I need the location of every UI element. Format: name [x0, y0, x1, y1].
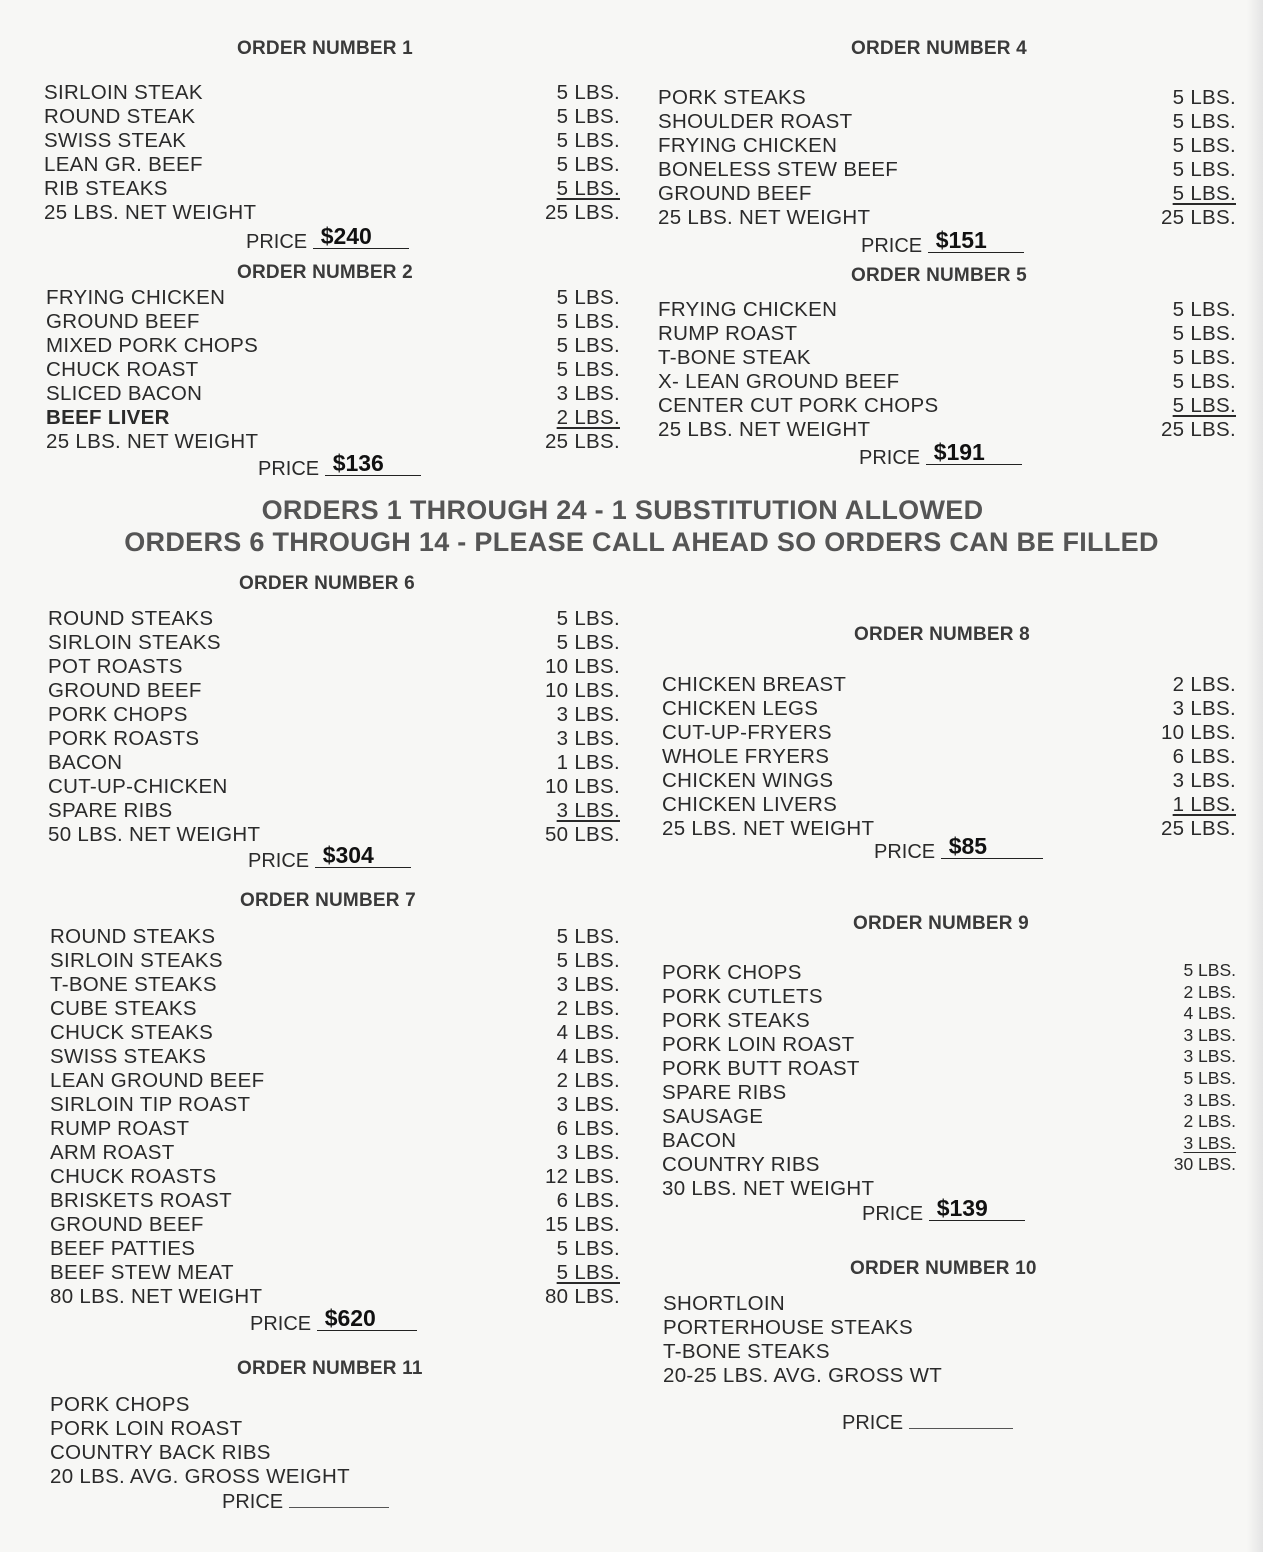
price-value: $240 [313, 224, 409, 249]
item-name: FRYING CHICKEN [46, 286, 226, 309]
item-qty: 3 LBS. [556, 1093, 620, 1116]
item-qty: 5 LBS. [1172, 158, 1236, 181]
item-name: ROUND STEAKS [50, 925, 216, 948]
item-qty: 5 LBS. [1172, 182, 1236, 205]
item-name: CHUCK ROAST [46, 358, 199, 381]
item-qty: 5 LBS. [1172, 394, 1236, 417]
item-qty: 2 LBS. [556, 1069, 620, 1092]
item-name: BONELESS STEW BEEF [658, 158, 899, 181]
order-9-title: ORDER NUMBER 9 [853, 913, 1029, 934]
order-5-price [859, 439, 1022, 470]
order-2-item [46, 358, 620, 382]
item-qty: 4 LBS. [556, 1021, 620, 1044]
order-10-items [663, 1292, 1236, 1388]
item-name: PORK ROASTS [48, 727, 200, 750]
price-label: PRICE [861, 235, 923, 257]
order-2-item [46, 334, 620, 358]
order-8-title: ORDER NUMBER 8 [854, 624, 1030, 645]
net-weight-qty: 25 LBS. [1160, 817, 1236, 840]
item-qty: 5 LBS. [556, 631, 620, 654]
order-10-item [663, 1364, 1236, 1388]
order-4-item [658, 182, 1236, 206]
item-qty: 10 LBS. [1160, 721, 1236, 744]
price-label: PRICE [862, 1203, 924, 1225]
left-column [44, 0, 620, 1552]
item-name: CHICKEN BREAST [662, 673, 847, 696]
item-qty: 5 LBS. [556, 105, 620, 128]
item-name: SIRLOIN STEAKS [48, 631, 221, 654]
order-11-title: ORDER NUMBER 11 [237, 1358, 423, 1379]
item-name: SHORTLOIN [663, 1292, 785, 1315]
order-4-item [658, 110, 1236, 134]
net-weight-qty: 25 LBS. [1160, 418, 1236, 441]
order-4-title: ORDER NUMBER 4 [851, 38, 1027, 59]
item-name: PORK BUTT ROAST [662, 1057, 860, 1080]
order-7-item [50, 973, 620, 997]
order-5-item [658, 394, 1236, 418]
order-1-item [44, 153, 620, 177]
price-value: $191 [926, 440, 1022, 465]
price-blank [909, 1410, 1013, 1429]
order-2-item [46, 286, 620, 310]
item-qty: 4 LBS. [556, 1045, 620, 1068]
item-name: SIRLOIN STEAK [44, 81, 203, 104]
page-edge-shadow [1247, 0, 1263, 1552]
order-2-items [46, 286, 620, 454]
item-name: BACON [48, 751, 123, 774]
item-name: 20 LBS. AVG. GROSS WEIGHT [50, 1465, 350, 1488]
order-4-price [861, 227, 1024, 258]
item-name: GROUND BEEF [48, 679, 202, 702]
price-value: $139 [929, 1196, 1025, 1221]
item-qty: 12 LBS. [544, 1165, 620, 1188]
item-qty: 5 LBS. [556, 925, 620, 948]
order-1-item [44, 129, 620, 153]
item-name: SHOULDER ROAST [658, 110, 853, 133]
item-name: ROUND STEAK [44, 105, 196, 128]
item-name: T-BONE STEAKS [663, 1340, 830, 1363]
order-6-item [48, 607, 620, 631]
item-name: T-BONE STEAK [658, 346, 811, 369]
item-qty: 5 LBS. [1183, 1067, 1236, 1088]
item-qty: 5 LBS. [556, 358, 620, 381]
item-qty: 3 LBS. [1183, 1089, 1236, 1110]
order-7-item [50, 1045, 620, 1069]
net-weight-label: 30 LBS. NET WEIGHT [662, 1177, 875, 1200]
item-name: FRYING CHICKEN [658, 298, 838, 321]
item-name: RUMP ROAST [658, 322, 798, 345]
net-weight-label: 50 LBS. NET WEIGHT [48, 823, 261, 846]
order-10-price [842, 1410, 1013, 1435]
item-name: BEEF PATTIES [50, 1237, 196, 1260]
item-name: PORK LOIN ROAST [50, 1417, 243, 1440]
order-7-item [50, 1093, 620, 1117]
net-weight-qty: 25 LBS. [544, 430, 620, 453]
item-qty: 6 LBS. [556, 1117, 620, 1140]
net-weight-label: 25 LBS. NET WEIGHT [662, 817, 875, 840]
item-qty: 5 LBS. [1172, 298, 1236, 321]
order-6-item [48, 679, 620, 703]
item-name: PORK CHOPS [48, 703, 188, 726]
price-label: PRICE [258, 458, 320, 480]
item-name: PORK LOIN ROAST [662, 1033, 855, 1056]
order-1-net-weight [44, 201, 620, 225]
net-weight-qty: 80 LBS. [544, 1285, 620, 1308]
item-qty: 5 LBS. [1172, 346, 1236, 369]
item-name: BEEF LIVER [46, 406, 170, 429]
order-9-price [862, 1195, 1025, 1226]
item-qty: 3 LBS. [556, 382, 620, 405]
item-name: SIRLOIN STEAKS [50, 949, 223, 972]
price-label: PRICE [248, 850, 310, 872]
item-name: SWISS STEAKS [50, 1045, 207, 1068]
item-qty: 3 LBS. [1172, 697, 1236, 720]
order-1-title: ORDER NUMBER 1 [237, 38, 413, 59]
item-qty: 3 LBS. [556, 799, 620, 822]
net-weight-qty: 25 LBS. [1160, 206, 1236, 229]
item-name: ARM ROAST [50, 1141, 175, 1164]
order-10-item [663, 1316, 1236, 1340]
item-qty: 3 LBS. [1183, 1132, 1236, 1153]
order-5-title: ORDER NUMBER 5 [851, 265, 1027, 286]
order-7-item [50, 925, 620, 949]
order-4-items [658, 86, 1236, 230]
item-qty: 5 LBS. [1183, 960, 1236, 980]
item-qty: 5 LBS. [556, 1261, 620, 1284]
item-name: BRISKETS ROAST [50, 1189, 232, 1212]
item-qty: 10 LBS. [544, 775, 620, 798]
order-5-item [658, 370, 1236, 394]
order-11-item [50, 1393, 620, 1417]
order-7-item [50, 1141, 620, 1165]
item-name: T-BONE STEAKS [50, 973, 217, 996]
order-6-item [48, 727, 620, 751]
net-weight-label: 25 LBS. NET WEIGHT [44, 201, 257, 224]
order-5-item [658, 346, 1236, 370]
order-8-item [662, 673, 1236, 697]
order-10-item [663, 1340, 1236, 1364]
order-11-item [50, 1417, 620, 1441]
item-name: LEAN GR. BEEF [44, 153, 203, 176]
item-qty: 3 LBS. [556, 1141, 620, 1164]
price-value: $85 [941, 834, 1043, 859]
price-value: $136 [325, 451, 421, 476]
order-11-item [50, 1465, 620, 1489]
net-weight-qty: 25 LBS. [544, 201, 620, 224]
item-name: CUBE STEAKS [50, 997, 197, 1020]
order-2-item [46, 382, 620, 406]
item-name: PORTERHOUSE STEAKS [663, 1316, 913, 1339]
item-qty: 5 LBS. [1172, 370, 1236, 393]
net-weight-label: 25 LBS. NET WEIGHT [46, 430, 259, 453]
order-1-price [246, 223, 409, 254]
item-qty: 5 LBS. [556, 81, 620, 104]
item-name: COUNTRY RIBS [662, 1153, 820, 1176]
item-qty: 2 LBS. [1183, 1111, 1236, 1132]
price-value: $304 [315, 843, 411, 868]
order-1-item [44, 81, 620, 105]
item-qty: 5 LBS. [556, 153, 620, 176]
item-name: SIRLOIN TIP ROAST [50, 1093, 251, 1116]
order-6-items [48, 607, 620, 847]
order-7-item [50, 1117, 620, 1141]
item-qty: 3 LBS. [1183, 1024, 1236, 1045]
item-name: CHUCK ROASTS [50, 1165, 217, 1188]
order-6-item [48, 703, 620, 727]
item-qty: 2 LBS. [1183, 981, 1236, 1002]
order-1-item [44, 177, 620, 201]
item-name: SPARE RIBS [48, 799, 173, 822]
item-qty: 5 LBS. [556, 607, 620, 630]
item-name: SPARE RIBS [662, 1081, 787, 1104]
order-2-price [258, 450, 421, 481]
item-name: PORK STEAKS [662, 1009, 810, 1032]
order-6-price [248, 842, 411, 873]
item-name: SWISS STEAK [44, 129, 187, 152]
item-name: BACON [662, 1129, 737, 1152]
item-name: SAUSAGE [662, 1105, 764, 1128]
item-name: CHUCK STEAKS [50, 1021, 214, 1044]
order-7-title: ORDER NUMBER 7 [240, 890, 416, 911]
item-qty: 1 LBS. [556, 751, 620, 774]
item-name: CHICKEN LIVERS [662, 793, 838, 816]
order-8-price [874, 833, 1043, 864]
order-5-item [658, 322, 1236, 346]
price-blank [289, 1489, 389, 1508]
order-2-title: ORDER NUMBER 2 [237, 262, 413, 283]
order-6-item [48, 751, 620, 775]
order-7-items [50, 925, 620, 1309]
item-qty: 3 LBS. [1172, 769, 1236, 792]
call-ahead-banner: ORDERS 6 THROUGH 14 - PLEASE CALL AHEAD SO ORDERS CAN BE FILLED [124, 527, 1159, 557]
order-5-item [658, 298, 1236, 322]
order-6-title: ORDER NUMBER 6 [239, 573, 415, 594]
order-8-item [662, 697, 1236, 721]
order-11-price [222, 1489, 389, 1514]
item-name: 20-25 LBS. AVG. GROSS WT [663, 1364, 943, 1387]
price-label: PRICE [246, 231, 308, 253]
order-4-item [658, 134, 1236, 158]
order-8-items [662, 673, 1236, 841]
order-10-title: ORDER NUMBER 10 [850, 1258, 1037, 1279]
item-qty: 6 LBS. [1172, 745, 1236, 768]
item-qty: 5 LBS. [556, 949, 620, 972]
order-1-items [44, 81, 620, 225]
item-name: PORK STEAKS [658, 86, 806, 109]
item-name: CENTER CUT PORK CHOPS [658, 394, 939, 417]
order-8-item [662, 721, 1236, 745]
total-qty: 30 LBS. [1173, 1154, 1236, 1175]
order-7-item [50, 1021, 620, 1045]
order-7-item [50, 1237, 620, 1261]
substitution-banner: ORDERS 1 THROUGH 24 - 1 SUBSTITUTION ALLOWED [261, 495, 984, 525]
item-name: ROUND STEAKS [48, 607, 214, 630]
order-6-item [48, 631, 620, 655]
price-label: PRICE [222, 1491, 284, 1513]
item-qty: 5 LBS. [1172, 322, 1236, 345]
order-7-item [50, 949, 620, 973]
item-name: FRYING CHICKEN [658, 134, 838, 157]
price-value: $151 [928, 228, 1024, 253]
item-qty: 15 LBS. [544, 1213, 620, 1236]
price-label: PRICE [842, 1412, 904, 1434]
order-6-item [48, 655, 620, 679]
order-7-item [50, 1189, 620, 1213]
net-weight-qty: 50 LBS. [544, 823, 620, 846]
net-weight-label: 25 LBS. NET WEIGHT [658, 206, 871, 229]
order-7-item [50, 1213, 620, 1237]
net-weight-label: 80 LBS. NET WEIGHT [50, 1285, 263, 1308]
item-qty: 3 LBS. [556, 973, 620, 996]
right-column [658, 0, 1236, 1552]
item-name: X- LEAN GROUND BEEF [658, 370, 900, 393]
item-qty: 5 LBS. [1172, 86, 1236, 109]
price-label: PRICE [250, 1313, 312, 1335]
order-7-item [50, 1069, 620, 1093]
item-qty: 5 LBS. [556, 286, 620, 309]
item-qty: 3 LBS. [1183, 1046, 1236, 1067]
order-8-item [662, 793, 1236, 817]
order-4-item [658, 86, 1236, 110]
item-name: COUNTRY BACK RIBS [50, 1441, 271, 1464]
item-qty: 6 LBS. [556, 1189, 620, 1212]
order-9-quantities [1116, 960, 1236, 1176]
item-qty: 3 LBS. [556, 727, 620, 750]
item-name: GROUND BEEF [658, 182, 812, 205]
item-qty: 5 LBS. [556, 1237, 620, 1260]
item-qty: 3 LBS. [556, 703, 620, 726]
order-6-item [48, 775, 620, 799]
item-name: GROUND BEEF [50, 1213, 204, 1236]
order-8-item [662, 769, 1236, 793]
price-value: $620 [317, 1306, 417, 1331]
item-name: GROUND BEEF [46, 310, 200, 333]
item-name: CUT-UP-FRYERS [662, 721, 832, 744]
item-qty: 2 LBS. [1172, 673, 1236, 696]
order-7-price [250, 1305, 417, 1336]
item-qty: 5 LBS. [556, 177, 620, 200]
order-10-item [663, 1292, 1236, 1316]
order-7-item [50, 1261, 620, 1285]
price-label: PRICE [874, 841, 936, 863]
item-name: POT ROASTS [48, 655, 183, 678]
item-name: LEAN GROUND BEEF [50, 1069, 265, 1092]
item-name: PORK CHOPS [50, 1393, 190, 1416]
item-qty: 2 LBS. [556, 406, 620, 429]
item-name: PORK CHOPS [662, 961, 802, 984]
item-qty: 5 LBS. [556, 129, 620, 152]
order-7-item [50, 997, 620, 1021]
order-8-item [662, 745, 1236, 769]
order-5-items [658, 298, 1236, 442]
order-7-item [50, 1165, 620, 1189]
item-name: RIB STEAKS [44, 177, 168, 200]
item-name: CUT-UP-CHICKEN [48, 775, 228, 798]
item-name: CHICKEN LEGS [662, 697, 819, 720]
item-qty: 10 LBS. [544, 655, 620, 678]
order-2-item [46, 310, 620, 334]
item-qty: 1 LBS. [1172, 793, 1236, 816]
order-1-item [44, 105, 620, 129]
item-name: WHOLE FRYERS [662, 745, 830, 768]
order-2-item [46, 406, 620, 430]
item-qty: 10 LBS. [544, 679, 620, 702]
order-11-items [50, 1393, 620, 1489]
item-qty: 5 LBS. [1172, 134, 1236, 157]
item-qty: 4 LBS. [1183, 1003, 1236, 1024]
order-4-item [658, 158, 1236, 182]
item-qty: 5 LBS. [556, 334, 620, 357]
order-11-item [50, 1441, 620, 1465]
item-name: CHICKEN WINGS [662, 769, 834, 792]
item-name: RUMP ROAST [50, 1117, 190, 1140]
net-weight-label: 25 LBS. NET WEIGHT [658, 418, 871, 441]
item-qty: 5 LBS. [556, 310, 620, 333]
price-label: PRICE [859, 447, 921, 469]
item-name: SLICED BACON [46, 382, 203, 405]
item-name: BEEF STEW MEAT [50, 1261, 234, 1284]
item-qty: 2 LBS. [556, 997, 620, 1020]
item-name: MIXED PORK CHOPS [46, 334, 259, 357]
item-name: PORK CUTLETS [662, 985, 823, 1008]
order-6-item [48, 799, 620, 823]
item-qty: 5 LBS. [1172, 110, 1236, 133]
